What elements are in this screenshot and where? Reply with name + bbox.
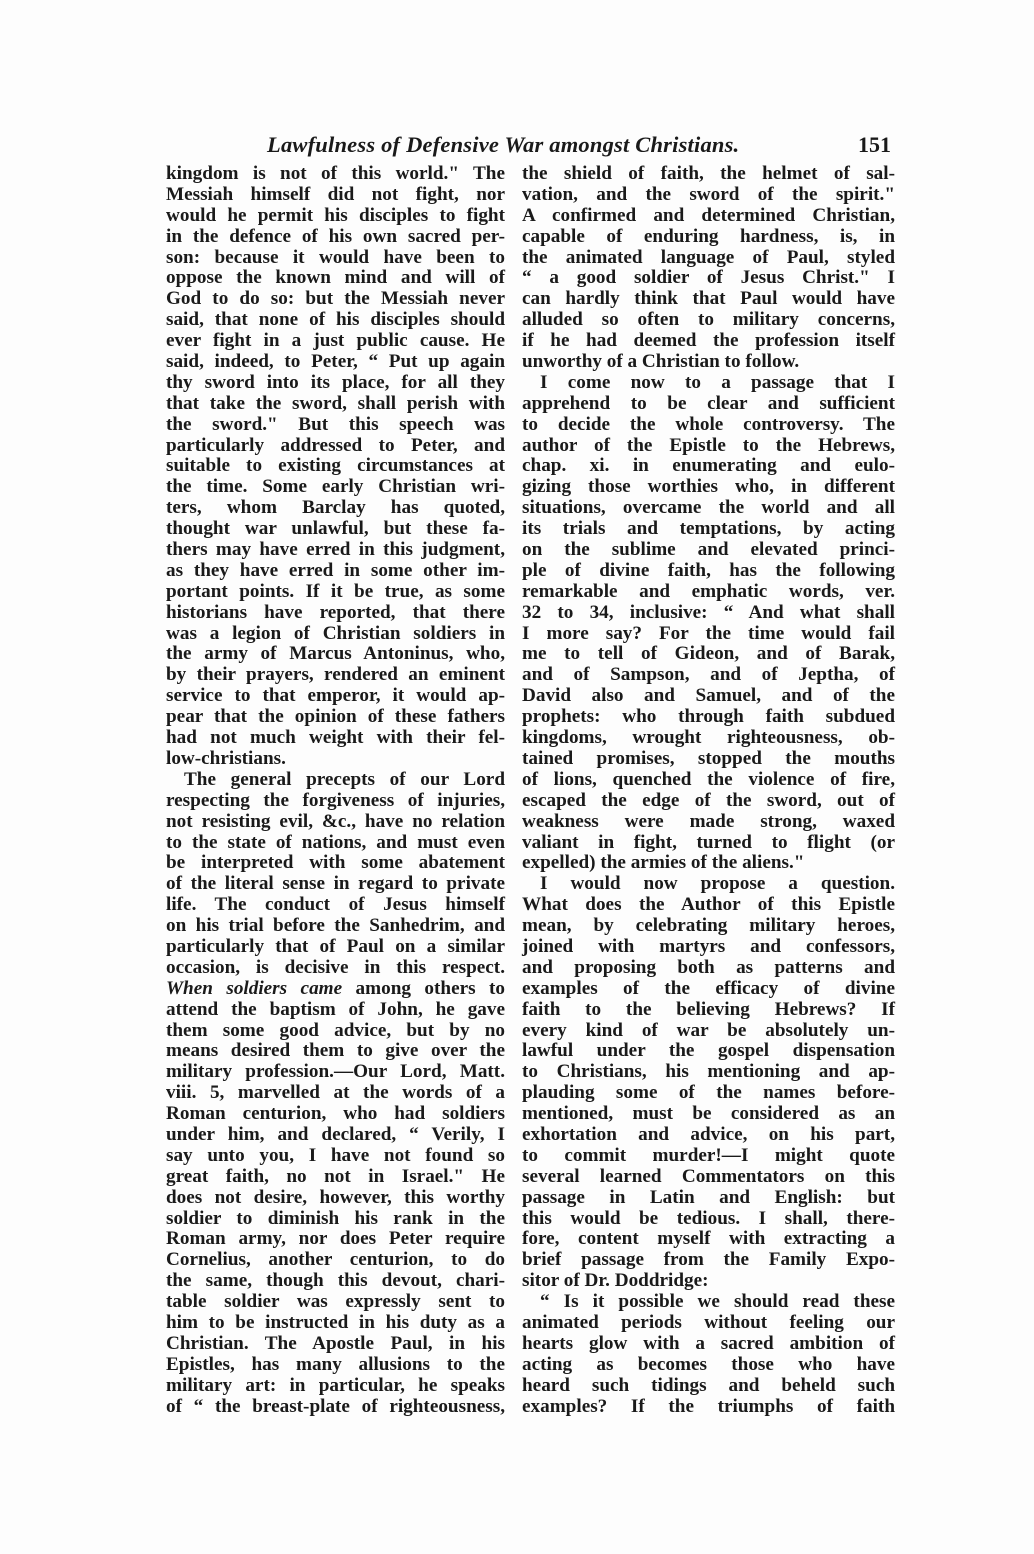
text-line: kingdoms, wrought righteousness, ob-: [522, 727, 895, 749]
text-line: examples of the efficacy of divine: [522, 977, 895, 999]
text-line: situations, overcame the world and all: [522, 497, 895, 519]
text-line: the army of Marcus Antoninus, who,: [166, 643, 505, 665]
text-line: particularly that of Paul on a similar: [166, 935, 505, 957]
text-line: valiant in fight, turned to flight (or: [522, 831, 895, 853]
text-line: historians have reported, that there: [166, 601, 505, 623]
left-column: [166, 164, 505, 1417]
text-line: [166, 979, 505, 1000]
text-line: not resisting evil, &c., have no relation: [166, 810, 505, 832]
text-line: acting as becomes those who have: [522, 1353, 895, 1375]
text-line: sitor of Dr. Doddridge:: [522, 1270, 709, 1292]
text-line: “ a good soldier of Jesus Christ." I: [522, 267, 895, 289]
running-header: [165, 132, 891, 162]
text-line: can hardly think that Paul would have: [522, 288, 895, 310]
text-line: ple of divine faith, has the following: [522, 559, 895, 581]
text-line: every kind of war be absolutely un-: [522, 1019, 895, 1041]
text-line: of the literal sense in regard to private: [166, 873, 505, 895]
text-line: Messiah himself did not fight, nor: [166, 183, 505, 205]
text-line: military art: in particular, he speaks: [166, 1374, 505, 1396]
text-line: soldier to diminish his rank in the: [166, 1207, 505, 1229]
right-column: [522, 164, 895, 1417]
text-line: escaped the edge of the sword, out of: [522, 789, 895, 811]
text-line: does not desire, however, this worthy: [166, 1186, 505, 1208]
text-line: prophets: who through faith subdued: [522, 706, 895, 728]
text-line: 32 to 34, inclusive: “ And what shall: [522, 601, 895, 623]
text-line: in the defence of his own sacred per-: [166, 225, 505, 247]
text-line: joined with martyrs and confessors,: [522, 935, 895, 957]
text-line: “ Is it possible we should read these: [540, 1291, 895, 1313]
text-line: to commit murder!—I might quote: [522, 1144, 895, 1166]
text-line: and proposing both as patterns and: [522, 956, 895, 978]
text-line: expelled) the armies of the aliens.": [522, 852, 805, 874]
text-line: means desired them to give over the: [166, 1040, 505, 1062]
text-line: alluded so often to military concerns,: [522, 309, 895, 331]
text-line: service to that emperor, it would ap-: [166, 685, 505, 707]
text-line: I come now to a passage that I: [540, 371, 895, 393]
text-line: the shield of faith, the helmet of sal-: [522, 163, 895, 184]
text-line: table soldier was expressly sent to: [166, 1291, 505, 1313]
text-line: heard such tidings and beheld such: [522, 1374, 895, 1396]
text-line: viii. 5, marvelled at the words of a: [166, 1082, 505, 1104]
text-line: Roman centurion, who had soldiers: [166, 1103, 505, 1125]
text-line: said, that none of his disciples should: [166, 309, 505, 331]
running-title: Lawfulness of Defensive War amongst Christians.: [267, 132, 740, 157]
text-line: if he had deemed the profession itself: [522, 330, 895, 352]
text-line: to decide the whole controversy. The: [522, 413, 895, 435]
text-line: thought war unlawful, but these fa-: [166, 518, 505, 540]
text-line: its trials and temptations, by acting: [522, 518, 895, 540]
text-line: Roman army, nor does Peter require: [166, 1228, 505, 1250]
text-line: portant points. If it be true, as some: [166, 580, 505, 602]
text-line: gizing those worthies who, in different: [522, 476, 895, 498]
text-line: the sword." But this speech was: [166, 413, 505, 435]
text-line: occasion, is decisive in this respect.: [166, 956, 505, 978]
text-line: brief passage from the Family Expo-: [522, 1249, 895, 1271]
text-line: Cornelius, another centurion, to do: [166, 1249, 505, 1271]
text-line: to Christians, his mentioning and ap-: [522, 1061, 895, 1083]
text-line: ters, whom Barclay has quoted,: [166, 497, 505, 519]
text-line: faith to the believing Hebrews? If: [522, 998, 895, 1020]
text-line: on his trial before the Sanhedrim, and: [166, 915, 505, 937]
italic-text: When soldiers came: [166, 977, 343, 999]
text-line: mentioned, must be considered as an: [522, 1103, 895, 1125]
text-line: of lions, quenched the violence of fire,: [522, 768, 895, 790]
text-line: fore, content myself with extracting a: [522, 1228, 895, 1250]
text-line: the same, though this devout, chari-: [166, 1270, 505, 1292]
text-line: unworthy of a Christian to follow.: [522, 351, 800, 373]
text-line: A confirmed and determined Christian,: [522, 204, 895, 226]
text-line: said, indeed, to Peter, “ Put up again: [166, 351, 505, 373]
text-line: passage in Latin and English: but: [522, 1186, 895, 1208]
text-line: David also and Samuel, and of the: [522, 685, 895, 707]
text-line: thy sword into its place, for all they: [166, 371, 505, 393]
text-line: military profession.—Our Lord, Matt.: [166, 1061, 505, 1083]
text-line: ever fight in a just public cause. He: [166, 330, 505, 352]
text-line: and of Sampson, and of Jeptha, of: [522, 664, 895, 686]
text-line: would he permit his disciples to fight: [166, 204, 505, 226]
text-line: be interpreted with some abatement: [166, 852, 505, 874]
text-line: God to do so: but the Messiah never: [166, 288, 505, 310]
text-line: tained promises, stopped the mouths: [522, 747, 895, 769]
text-line: to the state of nations, and must even: [166, 831, 505, 853]
text-line: under him, and declared, “ Verily, I: [166, 1123, 505, 1145]
page-number: 151: [858, 132, 891, 157]
text-line: son: because it would have been to: [166, 246, 505, 268]
text-line: vation, and the sword of the spirit.": [522, 183, 895, 205]
text-line: kingdom is not of this world." The: [166, 163, 505, 184]
text-line: several learned Commentators on this: [522, 1165, 895, 1187]
text-line: say unto you, I have not found so: [166, 1144, 505, 1166]
text-line: hearts glow with a sacred ambition of: [522, 1332, 895, 1354]
text-line: low-christians.: [166, 747, 286, 769]
text-line: them some good advice, but by no: [166, 1019, 505, 1041]
text-line: life. The conduct of Jesus himself: [166, 894, 505, 916]
text-line: examples? If the triumphs of faith: [522, 1395, 895, 1417]
text-line: this would be tedious. I shall, there-: [522, 1207, 895, 1229]
text-line: animated periods without feeling our: [522, 1311, 895, 1333]
text-line: chap. xi. in enumerating and eulo-: [522, 455, 895, 477]
text-line: respecting the forgiveness of injuries,: [166, 789, 505, 811]
text-line: suitable to existing circumstances at: [166, 455, 505, 477]
text-line: weakness were made strong, waxed: [522, 810, 895, 832]
text-line: was a legion of Christian soldiers in: [166, 622, 505, 644]
text-line: author of the Epistle to the Hebrews,: [522, 434, 895, 456]
text-line: on the sublime and elevated princi-: [522, 539, 895, 561]
text-line: that take the sword, shall perish with: [166, 392, 505, 414]
text-line: particularly addressed to Peter, and: [166, 434, 505, 456]
text-line: the animated language of Paul, styled: [522, 246, 895, 268]
text-line: What does the Author of this Epistle: [522, 894, 895, 916]
text-line: thers may have erred in this judgment,: [166, 539, 505, 561]
text-line: apprehend to be clear and sufficient: [522, 392, 895, 414]
text-line: the time. Some early Christian wri-: [166, 476, 505, 498]
text-line: mean, by celebrating military heroes,: [522, 915, 895, 937]
text-line: capable of enduring hardness, is, in: [522, 225, 895, 247]
text-line: by their prayers, rendered an eminent: [166, 664, 505, 686]
text-line: of “ the breast-plate of righteousness,: [166, 1395, 505, 1417]
text-line: I more say? For the time would fail: [522, 622, 895, 644]
text-line: as they have erred in some other im-: [166, 559, 505, 581]
text-line: had not much weight with their fel-: [166, 727, 505, 749]
text-line: lawful under the gospel dispensation: [522, 1040, 895, 1062]
text-line: remarkable and emphatic words, ver.: [522, 580, 895, 602]
line-text: among others to: [342, 977, 505, 999]
text-line: Christian. The Apostle Paul, in his: [166, 1332, 505, 1354]
text-line: exhortation and advice, on his part,: [522, 1123, 895, 1145]
text-line: The general precepts of our Lord: [184, 768, 505, 790]
text-line: oppose the known mind and will of: [166, 267, 505, 289]
text-line: Epistles, has many allusions to the: [166, 1353, 505, 1375]
text-line: me to tell of Gideon, and of Barak,: [522, 643, 895, 665]
text-line: great faith, no not in Israel." He: [166, 1165, 505, 1187]
text-line: attend the baptism of John, he gave: [166, 998, 505, 1020]
text-line: I would now propose a question.: [540, 873, 895, 895]
text-line: plauding some of the names before-: [522, 1082, 895, 1104]
text-line: him to be instructed in his duty as a: [166, 1311, 505, 1333]
text-line: pear that the opinion of these fathers: [166, 706, 505, 728]
